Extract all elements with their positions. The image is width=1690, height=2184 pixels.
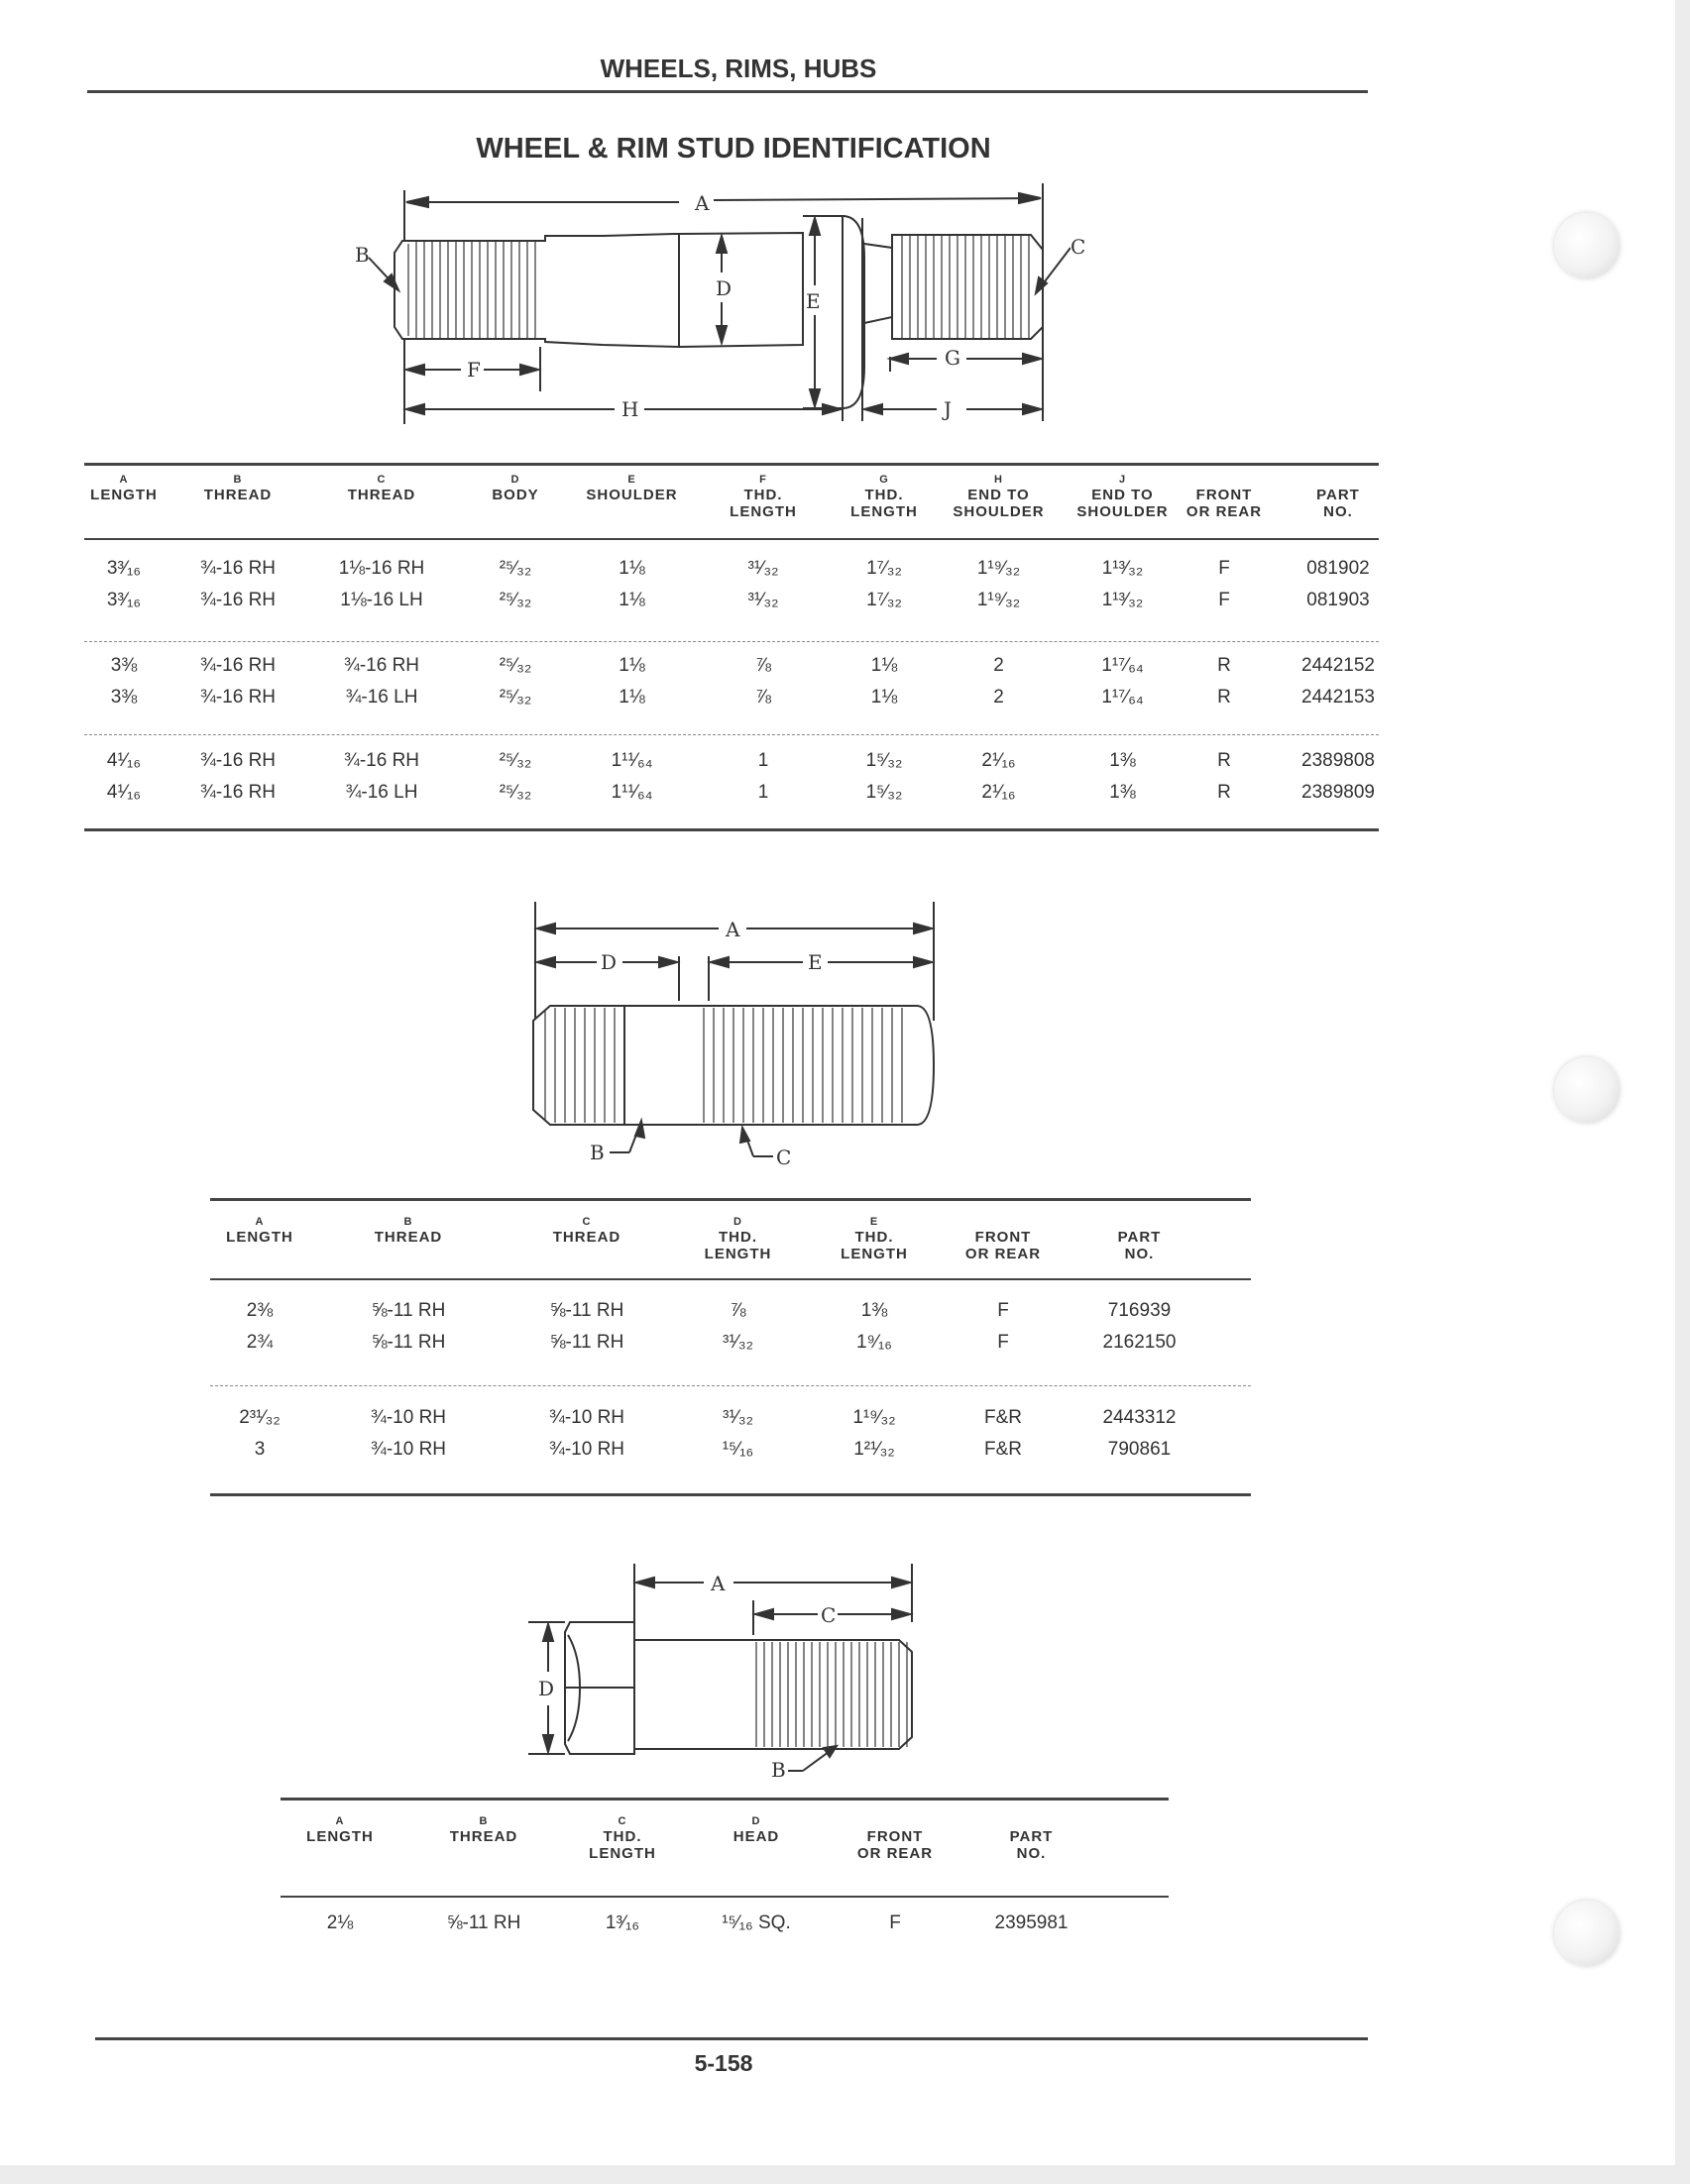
table1-cell: 3⅜ — [110, 687, 138, 708]
table2-col-key: C — [582, 1216, 592, 1228]
table2-cell: F — [997, 1300, 1009, 1321]
table2-col-key — [1077, 1216, 1201, 1229]
table2-cell: ⅝-11 RH — [549, 1300, 624, 1321]
table1-cell: 4¹⁄₁₆ — [106, 782, 142, 803]
table1-cell: 2 — [993, 687, 1004, 708]
table3-col-title: NO. — [1016, 1845, 1047, 1862]
table2-col-title: NO. — [1124, 1246, 1155, 1262]
table3-col-key — [836, 1815, 955, 1828]
table1-cell: 1¹⁷⁄₆₄ — [1101, 655, 1144, 676]
table1-row — [84, 750, 1379, 780]
fig3-label-c: C — [821, 1603, 837, 1627]
table1-cell: ¾-16 RH — [343, 655, 420, 676]
table2-col-key: E — [869, 1216, 879, 1228]
table1-cell: ³¹⁄₃₂ — [747, 590, 779, 610]
table1-col-header-10 — [1289, 474, 1388, 520]
table1-cell: 1¹⁷⁄₆₄ — [1101, 687, 1144, 708]
table2-cell: ⅝-11 RH — [371, 1300, 446, 1321]
table1-cell: ¾-16 LH — [345, 687, 418, 708]
table3-col-header-5 — [979, 1815, 1083, 1862]
table2-col-title: OR REAR — [964, 1246, 1042, 1262]
figure-wheel-stud — [337, 178, 1070, 431]
table1-row — [84, 558, 1379, 588]
table2-cell: ¾-10 RH — [370, 1407, 447, 1428]
table2-col-header-1 — [349, 1216, 468, 1246]
table2-row — [210, 1439, 1251, 1469]
table1-cell: ⅞ — [755, 687, 771, 708]
table2-cell: F&R — [984, 1439, 1022, 1460]
table1-cell: 1⅜ — [1109, 750, 1136, 771]
table1-cell: 081902 — [1306, 558, 1370, 579]
table1-col-title: LENGTH — [730, 503, 797, 520]
table2-col-header-3 — [676, 1216, 800, 1262]
fig1-label-a: A — [695, 191, 710, 215]
fig1-label-f: F — [467, 358, 481, 382]
figure-straight-stud — [515, 897, 952, 1174]
table3-row — [281, 1912, 1169, 1942]
table1-cell: 1⅜ — [1109, 782, 1136, 803]
table1-cell: ²⁵⁄₃₂ — [499, 655, 532, 676]
table1-cell: 1⁷⁄₃₂ — [866, 590, 902, 610]
table2-col-key — [949, 1216, 1058, 1229]
table1-col-title: PART — [1316, 487, 1360, 503]
table1-col-title: END TO — [1091, 487, 1154, 503]
table2 — [210, 1216, 1251, 1503]
table1-col-key: F — [759, 474, 767, 486]
table2-row — [210, 1407, 1251, 1437]
table1-cell: ¾-16 RH — [199, 590, 277, 610]
table3-col-header-4 — [836, 1815, 955, 1862]
table1-cell: 4¹⁄₁₆ — [106, 750, 142, 771]
header-rule — [87, 90, 1368, 93]
fig2-label-e: E — [808, 950, 823, 974]
table1-cell: ¾-16 RH — [199, 750, 277, 771]
table1-cell: ¾-16 RH — [199, 558, 277, 579]
table2-cell: 2443312 — [1102, 1407, 1177, 1428]
table1-cell: ¾-16 RH — [199, 655, 277, 676]
main-title: WHEEL & RIM STUD IDENTIFICATION — [476, 133, 991, 164]
table2-col-title: LENGTH — [841, 1246, 908, 1262]
table1-col-title: THREAD — [203, 487, 273, 503]
punch-hole-middle — [1554, 1057, 1620, 1123]
fig2-label-c: C — [776, 1146, 792, 1169]
table1-cell: ²⁵⁄₃₂ — [499, 590, 532, 610]
table1-col-title: BODY — [492, 487, 539, 503]
table3-header-rule — [281, 1896, 1169, 1898]
table1-col-header-6 — [830, 474, 939, 520]
table2-col-title: THREAD — [374, 1229, 443, 1246]
table3-col-title: FRONT — [866, 1828, 924, 1845]
table1-cell: ¾-16 RH — [199, 782, 277, 803]
table3-top-rule — [281, 1798, 1169, 1801]
table3-col-header-0 — [285, 1815, 394, 1845]
table2-cell: ⅝-11 RH — [371, 1332, 446, 1353]
table1-col-header-4 — [575, 474, 689, 503]
table1-cell: 2389808 — [1301, 750, 1375, 771]
table2-cell: ¹⁵⁄₁₆ — [722, 1439, 754, 1460]
table1-col-title: THREAD — [347, 487, 416, 503]
table1-cell: R — [1217, 782, 1231, 803]
table1-cell: F — [1218, 558, 1230, 579]
table1-cell: 1⁷⁄₃₂ — [866, 558, 902, 579]
table1-header-rule — [84, 538, 1379, 540]
table1-cell: 3⅜ — [110, 655, 138, 676]
table3-col-title: PART — [1009, 1828, 1054, 1845]
table3-cell: 1³⁄₁₆ — [605, 1912, 640, 1933]
fig3-label-a: A — [711, 1572, 726, 1595]
figure-hex-bolt — [520, 1561, 937, 1779]
table2-col-title: LENGTH — [704, 1246, 772, 1262]
table1-cell: 2 — [993, 655, 1004, 676]
table1-cell: 2442153 — [1301, 687, 1375, 708]
table1-cell: 1¹⁹⁄₃₂ — [976, 590, 1021, 610]
table1-col-key — [1289, 474, 1388, 487]
table1-cell: R — [1217, 655, 1231, 676]
table1-cell: 081903 — [1306, 590, 1370, 610]
table2-cell: 2⅜ — [246, 1300, 274, 1321]
table2-col-title: PART — [1117, 1229, 1162, 1246]
table1-cell: R — [1217, 750, 1231, 771]
fig1-label-h: H — [621, 397, 639, 421]
table2-cell: ⅝-11 RH — [549, 1332, 624, 1353]
table1-cell: ²⁵⁄₃₂ — [499, 750, 532, 771]
table1-row — [84, 655, 1379, 685]
table2-cell: 2³¹⁄₃₂ — [239, 1407, 281, 1428]
table1-col-header-7 — [942, 474, 1056, 520]
table1-cell: 1⅛ — [619, 687, 645, 708]
table1-col-title: LENGTH — [850, 503, 918, 520]
table2-cell: 790861 — [1107, 1439, 1172, 1460]
table1-cell: 2¹⁄₁₆ — [981, 750, 1016, 771]
table1-col-title: NO. — [1323, 503, 1353, 520]
table2-col-title: FRONT — [974, 1229, 1032, 1246]
fig3-label-d: D — [538, 1677, 555, 1700]
table1-cell: R — [1217, 687, 1231, 708]
fig2-label-b: B — [590, 1141, 605, 1164]
table3-col-header-2 — [568, 1815, 677, 1862]
table2-col-header-5 — [949, 1216, 1058, 1262]
table1-col-title: SHOULDER — [953, 503, 1045, 520]
table1-col-title: SHOULDER — [586, 487, 678, 503]
table1-cell: 1¹¹⁄₆₄ — [611, 750, 653, 771]
table1-cell: 2442152 — [1301, 655, 1375, 676]
table1-col-title: THD. — [743, 487, 783, 503]
table1-group-divider-2 — [84, 734, 1379, 735]
table1-col-header-3 — [476, 474, 555, 503]
table1-cell: F — [1218, 590, 1230, 610]
table1-top-rule — [84, 463, 1379, 466]
fig1-label-e: E — [806, 289, 821, 313]
table1-cell: 2389809 — [1301, 782, 1375, 803]
table1-cell: ¾-16 RH — [199, 687, 277, 708]
table3-col-title: LENGTH — [306, 1828, 374, 1845]
table3 — [281, 1815, 1169, 1964]
table1-cell: 1⅛-16 LH — [340, 590, 423, 610]
table2-cell: 1²¹⁄₃₂ — [853, 1439, 895, 1460]
table1-cell: 1⅛ — [619, 558, 645, 579]
table2-header-rule — [210, 1278, 1251, 1280]
page-number: 5-158 — [694, 2050, 753, 2076]
table1-cell: ²⁵⁄₃₂ — [499, 782, 532, 803]
table2-row — [210, 1300, 1251, 1330]
fig1-label-j: J — [944, 397, 953, 421]
table3-cell: 2395981 — [994, 1912, 1069, 1933]
table2-row — [210, 1332, 1251, 1362]
table1-col-key: B — [233, 474, 243, 486]
table1-cell: 1⅛ — [870, 655, 898, 676]
table1-col-title: FRONT — [1195, 487, 1253, 503]
fig1-label-d: D — [716, 276, 732, 300]
fig1-label-b: B — [355, 243, 370, 267]
table3-col-title: THD. — [603, 1828, 642, 1845]
table3-cell: F — [889, 1912, 901, 1933]
table2-cell: 2162150 — [1102, 1332, 1177, 1353]
table2-cell: ¾-10 RH — [548, 1439, 625, 1460]
table1-col-key: G — [879, 474, 889, 486]
table1-cell: 1 — [757, 782, 769, 803]
table1-col-header-8 — [1066, 474, 1180, 520]
table1-col-title: OR REAR — [1185, 503, 1263, 520]
table1-cell: ²⁵⁄₃₂ — [499, 558, 532, 579]
fig2-label-d: D — [601, 950, 618, 974]
table3-cell: ¹⁵⁄₁₆ SQ. — [722, 1912, 791, 1933]
table3-col-header-3 — [702, 1815, 811, 1845]
table2-col-key: A — [255, 1216, 265, 1228]
table1-cell: 3³⁄₁₆ — [106, 590, 142, 610]
fig2-label-a: A — [726, 918, 740, 941]
table1-col-key: D — [510, 474, 520, 486]
table2-cell: 716939 — [1107, 1300, 1172, 1321]
table3-col-title: THREAD — [449, 1828, 518, 1845]
table1-cell: 3³⁄₁₆ — [106, 558, 142, 579]
table3-col-title: OR REAR — [856, 1845, 934, 1862]
table2-cell: 2¾ — [246, 1332, 274, 1353]
table2-cell: ⅞ — [730, 1300, 746, 1321]
table3-col-key: A — [335, 1815, 345, 1827]
table2-col-header-2 — [522, 1216, 651, 1246]
table1-cell: ³¹⁄₃₂ — [747, 558, 779, 579]
table3-col-title: HEAD — [732, 1828, 780, 1845]
table1-col-title: END TO — [967, 487, 1030, 503]
table1-col-key: A — [119, 474, 129, 486]
table1-cell: ¾-16 LH — [345, 782, 418, 803]
fig1-label-c-text: C — [1070, 235, 1086, 259]
footer-rule — [95, 2037, 1368, 2040]
table1-col-title: SHOULDER — [1076, 503, 1169, 520]
table2-cell: 1⅜ — [860, 1300, 888, 1321]
table2-group-divider-1 — [210, 1385, 1251, 1386]
table1-col-header-1 — [183, 474, 292, 503]
table1-row — [84, 687, 1379, 716]
table2-cell: 1⁹⁄₁₆ — [856, 1332, 892, 1353]
table1-col-key: H — [994, 474, 1003, 486]
table1-row — [84, 590, 1379, 619]
table1-cell: 1⅛-16 RH — [338, 558, 425, 579]
table2-col-header-0 — [210, 1216, 309, 1246]
table3-col-key: D — [751, 1815, 761, 1827]
table1-cell: 1⁵⁄₃₂ — [865, 782, 903, 803]
table3-col-key — [979, 1815, 1083, 1828]
table1-cell: 1⁵⁄₃₂ — [865, 750, 903, 771]
table1-bottom-rule — [84, 828, 1379, 831]
fig3-label-b: B — [771, 1758, 786, 1779]
table2-cell: F&R — [984, 1407, 1022, 1428]
table2-bottom-rule — [210, 1493, 1251, 1496]
table2-cell: ³¹⁄₃₂ — [723, 1407, 753, 1428]
table1-col-key: E — [627, 474, 636, 486]
table2-col-title: LENGTH — [226, 1229, 293, 1246]
table2-cell: ³¹⁄₃₂ — [723, 1332, 753, 1353]
table1-cell: 1 — [757, 750, 769, 771]
punch-hole-top — [1554, 213, 1620, 278]
table3-cell: ⅝-11 RH — [446, 1912, 521, 1933]
table1-cell: 2¹⁄₁₆ — [981, 782, 1016, 803]
table1-col-key: J — [1118, 474, 1127, 486]
table2-col-title: THD. — [854, 1229, 894, 1246]
table2-cell: ¾-10 RH — [370, 1439, 447, 1460]
punch-hole-bottom — [1554, 1901, 1620, 1966]
table1-cell: 1¹⁹⁄₃₂ — [976, 558, 1021, 579]
table1-cell: 1⅛ — [619, 590, 645, 610]
table3-col-title: LENGTH — [589, 1845, 656, 1862]
table1-cell: 1⅛ — [870, 687, 898, 708]
table2-col-title: THD. — [719, 1229, 757, 1246]
table1-col-title: LENGTH — [90, 487, 158, 503]
table1-cell: 1¹³⁄₃₂ — [1101, 558, 1144, 579]
table1-cell: 1¹³⁄₃₂ — [1101, 590, 1144, 610]
table1-cell: ⅞ — [755, 655, 771, 676]
section-title: WHEELS, RIMS, HUBS — [600, 54, 877, 83]
table2-col-header-4 — [815, 1216, 934, 1262]
table2-top-rule — [210, 1198, 1251, 1201]
fig1-label-g: G — [945, 346, 960, 370]
table2-cell: F — [997, 1332, 1009, 1353]
table1-row — [84, 782, 1379, 812]
table2-col-header-6 — [1077, 1216, 1201, 1262]
table1-col-key: C — [377, 474, 387, 486]
table1-col-key — [1180, 474, 1269, 487]
fig1-label-c-holder — [1070, 232, 1110, 262]
table1-col-header-5 — [709, 474, 818, 520]
table1-cell: 1¹¹⁄₆₄ — [611, 782, 653, 803]
table1-col-header-2 — [312, 474, 451, 503]
table1-cell: 1⅛ — [619, 655, 645, 676]
table1-col-title: THD. — [864, 487, 904, 503]
table1 — [84, 474, 1379, 830]
table3-col-key: C — [618, 1815, 627, 1827]
table1-col-header-0 — [84, 474, 164, 503]
table2-col-title: THREAD — [552, 1229, 621, 1246]
table2-cell: 3 — [254, 1439, 266, 1460]
table2-cell: ¾-10 RH — [548, 1407, 625, 1428]
table2-col-key: D — [733, 1216, 742, 1228]
table1-group-divider-1 — [84, 641, 1379, 642]
table3-col-key: B — [479, 1815, 489, 1827]
table3-cell: 2⅛ — [326, 1912, 354, 1933]
table1-col-header-9 — [1180, 474, 1269, 520]
table1-cell: ²⁵⁄₃₂ — [499, 687, 532, 708]
table1-cell: ¾-16 RH — [343, 750, 420, 771]
table3-col-header-1 — [424, 1815, 543, 1845]
table2-col-key: B — [403, 1216, 413, 1228]
table2-cell: 1¹⁹⁄₃₂ — [852, 1407, 896, 1428]
